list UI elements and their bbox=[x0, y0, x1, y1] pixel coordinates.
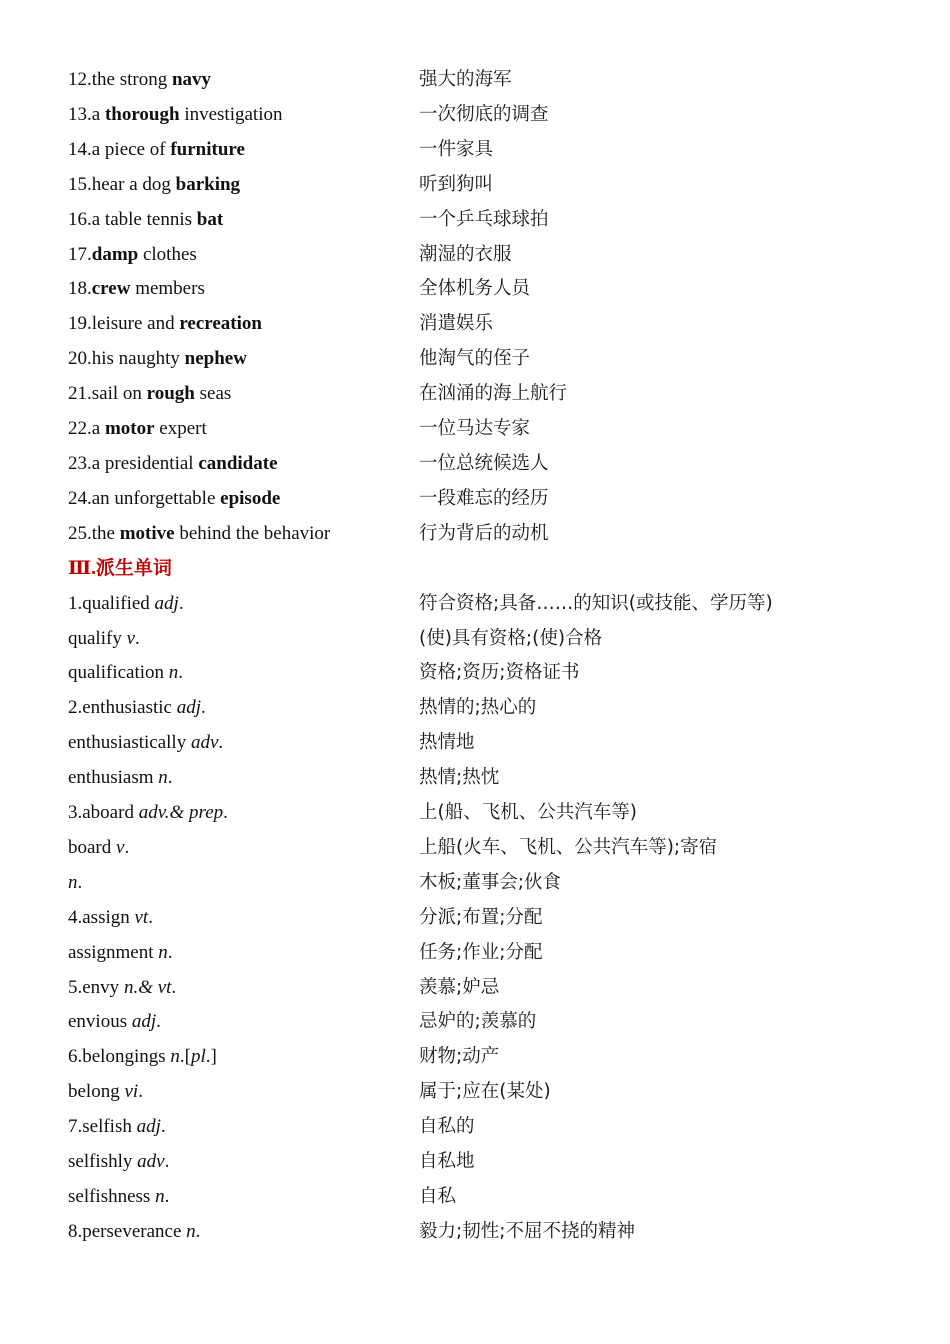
phrase-english: 17.damp clothes bbox=[68, 243, 197, 265]
phrase-chinese: 行为背后的动机 bbox=[419, 522, 549, 544]
phrase-english: 13.a thorough investigation bbox=[68, 103, 283, 125]
phrase-row bbox=[68, 517, 888, 552]
derivative-meaning: 自私地 bbox=[419, 1151, 475, 1173]
section-title: Ⅲ.派生单词 bbox=[68, 557, 172, 579]
derivative-meaning: 属于;应在(某处) bbox=[419, 1081, 551, 1103]
derivative-meaning: 上(船、飞机、公共汽车等) bbox=[419, 802, 637, 824]
derivative-word: enthusiasm n. bbox=[68, 767, 173, 789]
derivative-row bbox=[68, 1145, 888, 1180]
phrase-english: 18.crew members bbox=[68, 278, 205, 300]
phrase-row bbox=[68, 377, 888, 412]
derivative-meaning: 任务;作业;分配 bbox=[419, 941, 543, 963]
phrase-chinese: 一段难忘的经历 bbox=[419, 487, 549, 509]
phrase-row bbox=[68, 412, 888, 447]
derivative-row bbox=[68, 1110, 888, 1145]
phrase-chinese: 听到狗叫 bbox=[419, 173, 494, 195]
phrase-row bbox=[68, 272, 888, 307]
phrase-row bbox=[68, 238, 888, 273]
derivative-word: qualify v. bbox=[68, 627, 140, 649]
derivative-meaning: 忌妒的;羡慕的 bbox=[419, 1011, 537, 1033]
phrase-english: 21.sail on rough seas bbox=[68, 383, 232, 405]
derivative-word: 1.qualified adj. bbox=[68, 592, 184, 614]
derivative-row bbox=[68, 622, 888, 657]
phrase-chinese: 一次彻底的调查 bbox=[419, 103, 549, 125]
derivative-meaning: 热情地 bbox=[419, 732, 475, 754]
derivative-row bbox=[68, 866, 888, 901]
derivative-word: 2.enthusiastic adj. bbox=[68, 697, 206, 719]
phrase-english: 23.a presidential candidate bbox=[68, 452, 278, 474]
derivative-row bbox=[68, 1040, 888, 1075]
derivative-row bbox=[68, 1215, 888, 1250]
phrase-english: 14.a piece of furniture bbox=[68, 138, 245, 160]
derivative-meaning: 自私的 bbox=[419, 1116, 475, 1138]
phrase-chinese: 全体机务人员 bbox=[419, 278, 531, 300]
derivative-meaning: 毅力;韧性;不屈不挠的精神 bbox=[419, 1220, 635, 1242]
derivative-meaning: 热情的;热心的 bbox=[419, 697, 537, 719]
phrase-chinese: 潮湿的衣服 bbox=[419, 243, 512, 265]
phrase-row bbox=[68, 482, 888, 517]
vocabulary-list bbox=[68, 63, 888, 1250]
derivative-word: belong vi. bbox=[68, 1081, 143, 1103]
phrase-english: 24.an unforgettable episode bbox=[68, 487, 281, 509]
phrase-chinese: 一位马达专家 bbox=[419, 418, 531, 440]
derivative-word: 4.assign vt. bbox=[68, 906, 153, 928]
section-heading bbox=[68, 552, 888, 587]
derivative-word: assignment n. bbox=[68, 941, 173, 963]
derivative-meaning: 自私 bbox=[419, 1186, 457, 1207]
derivative-word: qualification n. bbox=[68, 662, 184, 684]
derivative-row bbox=[68, 831, 888, 866]
derivative-meaning: 木板;董事会;伙食 bbox=[419, 871, 561, 893]
derivative-word: envious adj. bbox=[68, 1011, 161, 1033]
derivative-meaning: 符合资格;具备……的知识(或技能、学历等) bbox=[419, 592, 773, 614]
phrase-chinese: 一个乒乓球球拍 bbox=[419, 208, 549, 230]
derivative-row bbox=[68, 691, 888, 726]
phrase-row bbox=[68, 203, 888, 238]
derivative-word: enthusiastically adv. bbox=[68, 732, 224, 754]
phrase-chinese: 消遣娱乐 bbox=[419, 313, 494, 335]
derivative-row bbox=[68, 1180, 888, 1215]
derivative-row bbox=[68, 901, 888, 936]
phrase-english: 19.leisure and recreation bbox=[68, 313, 262, 335]
derivative-row bbox=[68, 761, 888, 796]
derivative-row bbox=[68, 1075, 888, 1110]
derivative-row bbox=[68, 726, 888, 761]
phrase-english: 22.a motor expert bbox=[68, 418, 207, 440]
phrase-english: 20.his naughty nephew bbox=[68, 348, 247, 370]
phrase-row bbox=[68, 98, 888, 133]
derivative-word: board v. bbox=[68, 836, 130, 858]
phrase-row bbox=[68, 63, 888, 98]
derivative-meaning: (使)具有资格;(使)合格 bbox=[419, 627, 603, 649]
derivative-word: 8.perseverance n. bbox=[68, 1220, 201, 1242]
derivative-word: selfishness n. bbox=[68, 1186, 170, 1207]
phrase-row bbox=[68, 307, 888, 342]
phrase-chinese: 一件家具 bbox=[419, 138, 494, 160]
phrase-row bbox=[68, 342, 888, 377]
derivative-meaning: 分派;布置;分配 bbox=[419, 906, 543, 928]
derivative-word: 3.aboard adv.& prep. bbox=[68, 802, 228, 824]
derivative-word: n. bbox=[68, 871, 83, 893]
phrase-chinese: 一位总统候选人 bbox=[419, 452, 549, 474]
derivative-row bbox=[68, 971, 888, 1006]
derivative-word: 6.belongings n.[pl.] bbox=[68, 1046, 217, 1068]
phrase-row bbox=[68, 133, 888, 168]
phrase-chinese: 在汹涌的海上航行 bbox=[419, 383, 568, 405]
phrase-english: 25.the motive behind the behavior bbox=[68, 522, 331, 544]
phrase-row bbox=[68, 168, 888, 203]
derivative-row bbox=[68, 656, 888, 691]
derivative-row bbox=[68, 936, 888, 971]
phrase-chinese: 强大的海军 bbox=[419, 69, 512, 90]
derivative-row bbox=[68, 796, 888, 831]
derivative-meaning: 热情;热忱 bbox=[419, 767, 500, 789]
derivative-word: 7.selfish adj. bbox=[68, 1116, 166, 1138]
phrase-row bbox=[68, 447, 888, 482]
derivative-row bbox=[68, 587, 888, 622]
derivative-row bbox=[68, 1005, 888, 1040]
derivative-meaning: 羡慕;妒忌 bbox=[419, 976, 500, 998]
phrase-english: 16.a table tennis bat bbox=[68, 208, 224, 230]
derivative-meaning: 财物;动产 bbox=[419, 1046, 500, 1068]
derivative-meaning: 上船(火车、飞机、公共汽车等);寄宿 bbox=[419, 836, 718, 858]
phrase-english: 15.hear a dog barking bbox=[68, 173, 241, 195]
derivative-meaning: 资格;资历;资格证书 bbox=[419, 662, 580, 684]
derivative-word: 5.envy n.& vt. bbox=[68, 976, 177, 998]
phrase-english: 12.the strong navy bbox=[68, 69, 212, 90]
derivative-word: selfishly adv. bbox=[68, 1151, 170, 1173]
phrase-chinese: 他淘气的侄子 bbox=[419, 348, 531, 370]
